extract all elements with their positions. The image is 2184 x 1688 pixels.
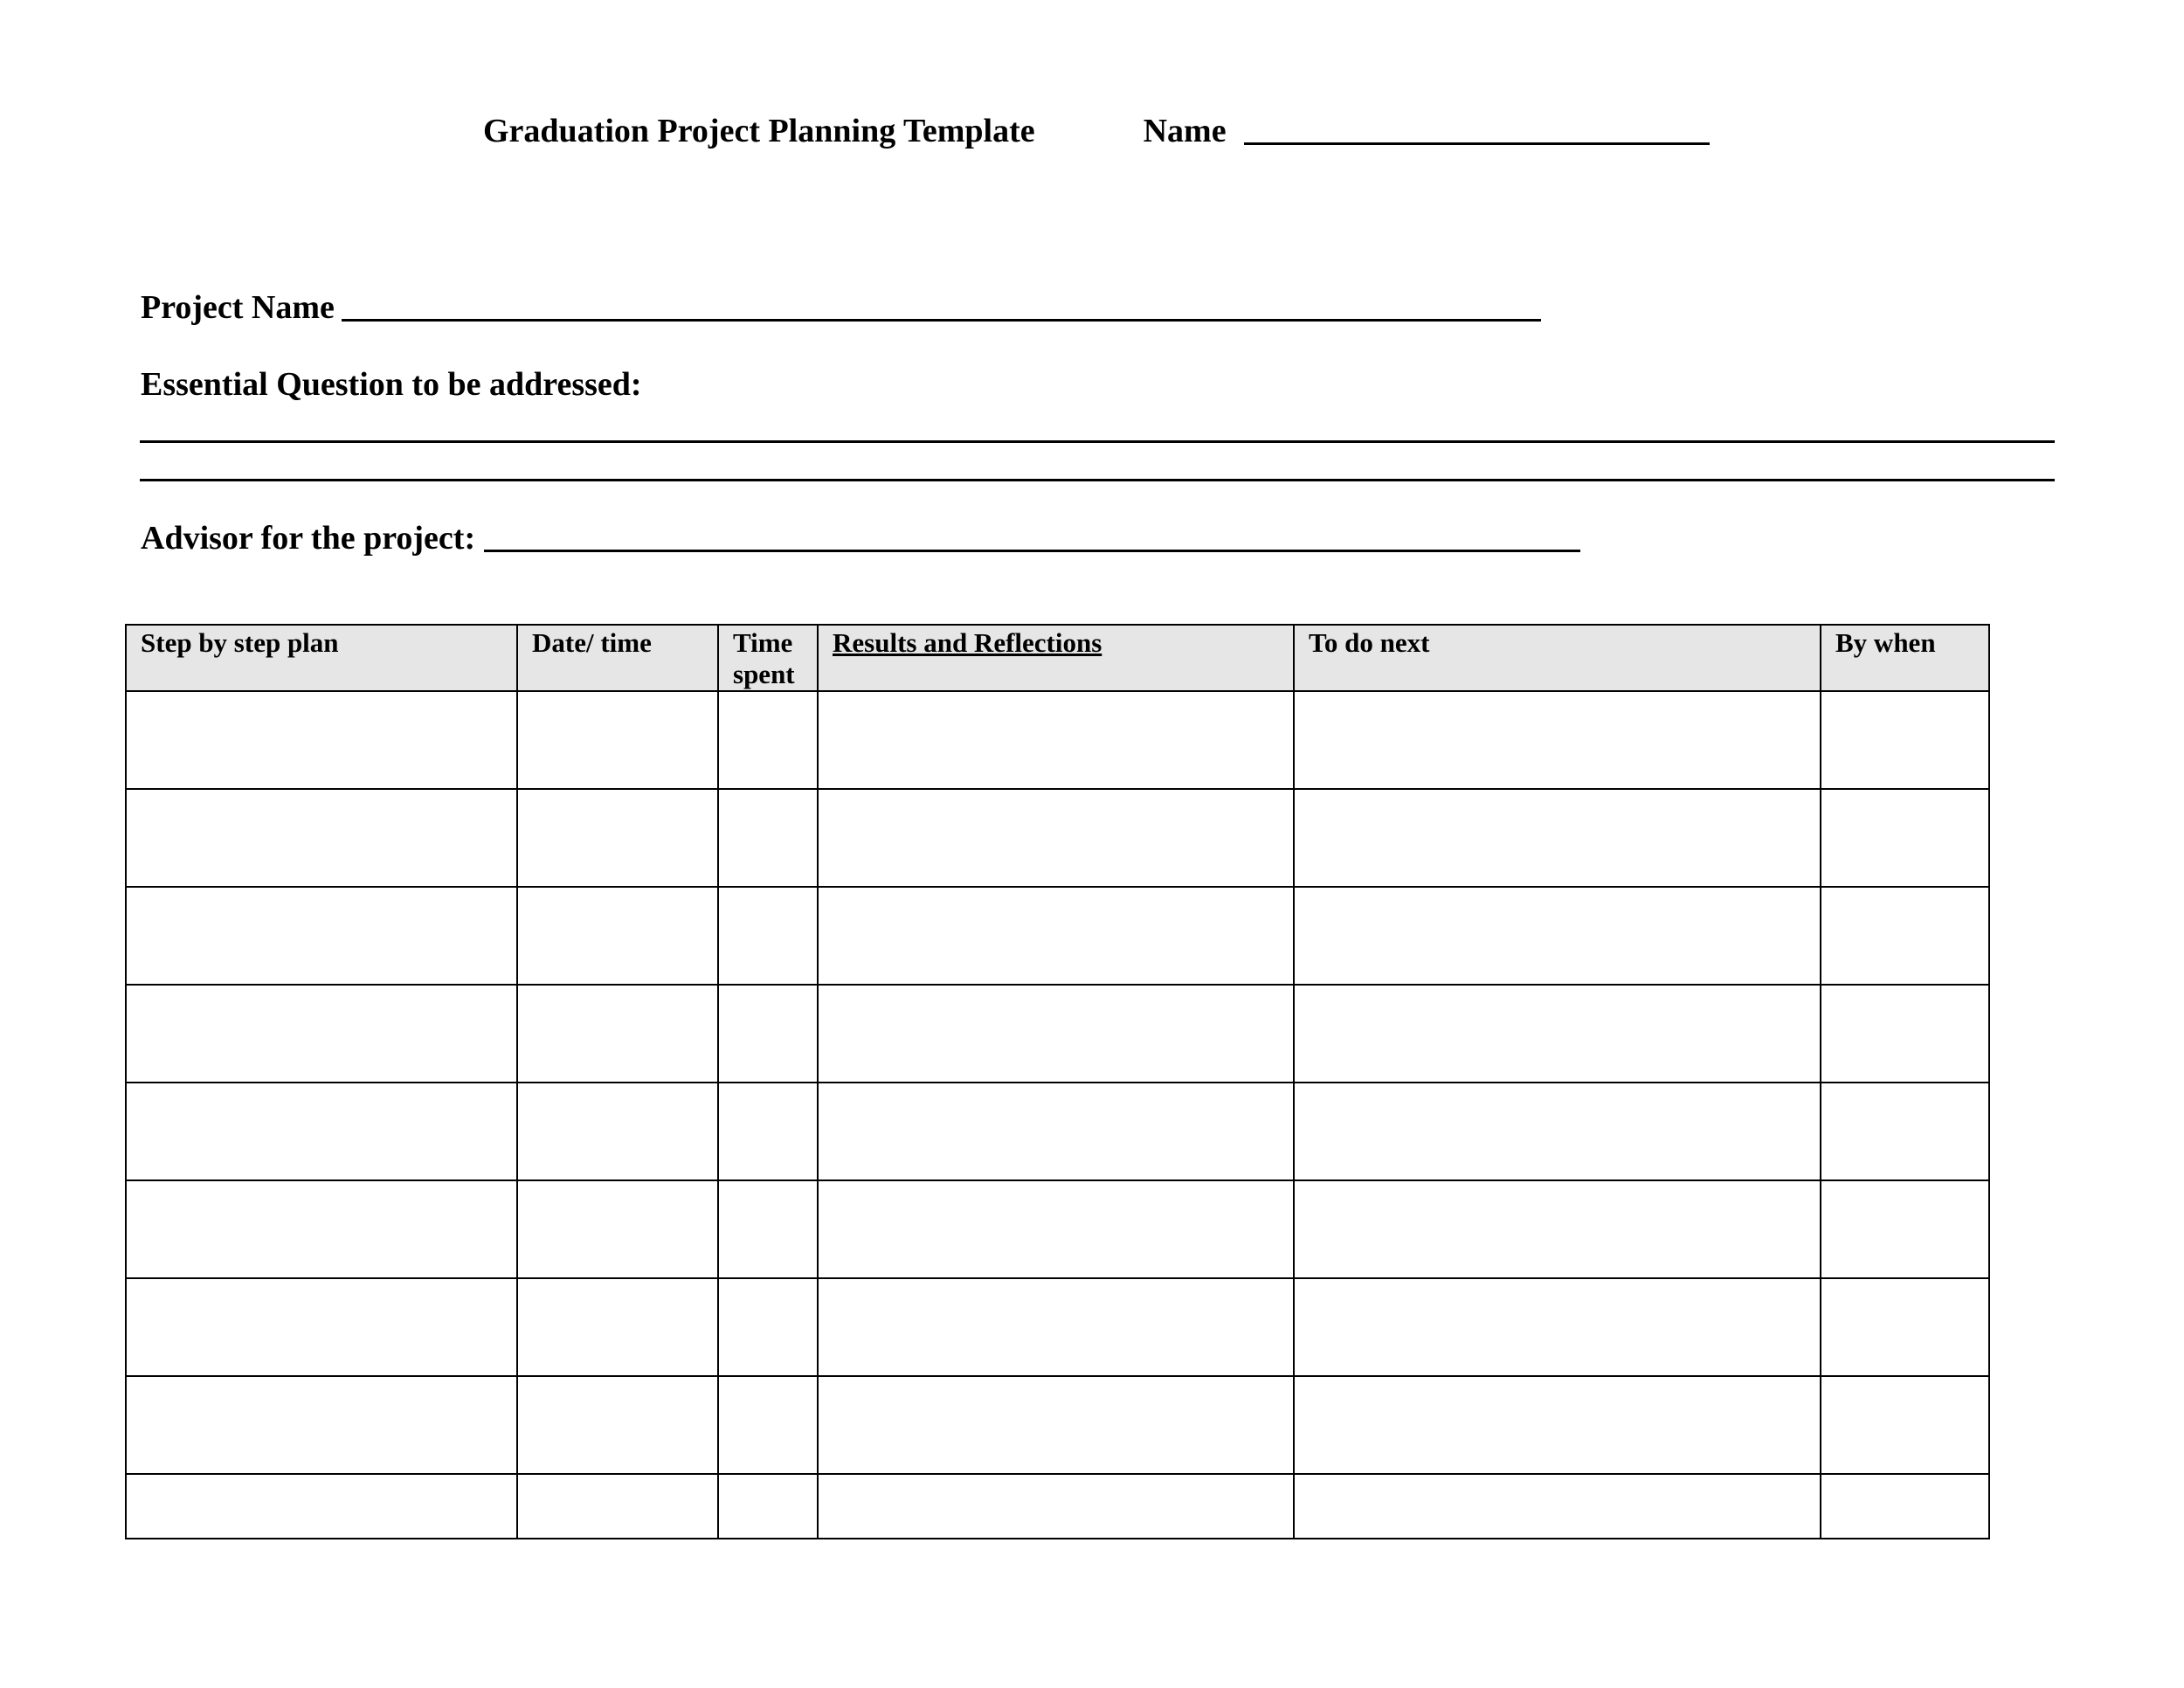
table-row (126, 691, 1989, 789)
advisor-field (141, 519, 1580, 557)
table-row (126, 1278, 1989, 1376)
table-cell[interactable] (718, 691, 818, 789)
table-cell[interactable] (1821, 1083, 1989, 1180)
table-cell[interactable] (517, 1180, 718, 1278)
advisor-blank-line[interactable] (484, 550, 1580, 552)
column-header-results-label: Results and Reflections (833, 627, 1102, 658)
table-cell[interactable] (517, 1083, 718, 1180)
table-row (126, 1083, 1989, 1180)
table-cell[interactable] (818, 887, 1294, 985)
table-cell[interactable] (818, 1474, 1294, 1539)
table-body (126, 691, 1989, 1539)
table-cell[interactable] (1294, 1474, 1821, 1539)
table-row (126, 985, 1989, 1083)
table-cell[interactable] (818, 1278, 1294, 1376)
table-row (126, 887, 1989, 985)
column-header-step: Step by step plan (126, 625, 517, 691)
table-cell[interactable] (1821, 789, 1989, 887)
table-cell[interactable] (517, 1376, 718, 1474)
table-cell[interactable] (517, 1474, 718, 1539)
table-cell[interactable] (1821, 1376, 1989, 1474)
essential-question-blank-line-1[interactable] (140, 440, 2055, 443)
plan-table (125, 624, 1990, 1539)
table-cell[interactable] (126, 1474, 517, 1539)
project-name-label: Project Name (141, 289, 335, 326)
table-row (126, 1474, 1989, 1539)
page-title: Graduation Project Planning Template (483, 113, 1035, 149)
essential-question-blank-line-2[interactable] (140, 479, 2055, 481)
table-cell[interactable] (1294, 789, 1821, 887)
table-row (126, 1180, 1989, 1278)
table-cell[interactable] (718, 1180, 818, 1278)
table-cell[interactable] (718, 985, 818, 1083)
table-cell[interactable] (718, 1083, 818, 1180)
table-cell[interactable] (1294, 887, 1821, 985)
column-header-date-time: Date/ time (517, 625, 718, 691)
table-cell[interactable] (818, 1180, 1294, 1278)
table-cell[interactable] (818, 789, 1294, 887)
name-label: Name (1143, 113, 1227, 149)
table-cell[interactable] (126, 1278, 517, 1376)
table-cell[interactable] (517, 1278, 718, 1376)
column-header-to-do-next: To do next (1294, 625, 1821, 691)
table-cell[interactable] (126, 1376, 517, 1474)
table-cell[interactable] (126, 789, 517, 887)
table-cell[interactable] (1821, 1180, 1989, 1278)
table-cell[interactable] (818, 691, 1294, 789)
table-cell[interactable] (818, 1083, 1294, 1180)
name-blank-line[interactable] (1244, 142, 1710, 145)
table-cell[interactable] (126, 691, 517, 789)
table-cell[interactable] (1294, 985, 1821, 1083)
table-cell[interactable] (517, 887, 718, 985)
column-header-by-when: By when (1821, 625, 1989, 691)
table-cell[interactable] (718, 1278, 818, 1376)
table-cell[interactable] (1294, 1376, 1821, 1474)
table-cell[interactable] (1294, 1278, 1821, 1376)
table-cell[interactable] (1294, 1180, 1821, 1278)
table-cell[interactable] (126, 1083, 517, 1180)
table-cell[interactable] (818, 985, 1294, 1083)
table-cell[interactable] (126, 1180, 517, 1278)
essential-question-label: Essential Question to be addressed: (141, 366, 642, 403)
table-cell[interactable] (718, 1474, 818, 1539)
table-row (126, 789, 1989, 887)
table-cell[interactable] (1821, 887, 1989, 985)
table-cell[interactable] (718, 789, 818, 887)
table-cell[interactable] (1821, 691, 1989, 789)
table-cell[interactable] (718, 887, 818, 985)
table-cell[interactable] (1821, 985, 1989, 1083)
project-name-field (141, 288, 1541, 327)
header (483, 98, 1710, 150)
table-cell[interactable] (1294, 691, 1821, 789)
table-cell[interactable] (1821, 1278, 1989, 1376)
table-cell[interactable] (517, 985, 718, 1083)
table-row (126, 1376, 1989, 1474)
column-header-time-spent: Time spent (718, 625, 818, 691)
table-cell[interactable] (517, 789, 718, 887)
advisor-label: Advisor for the project: (141, 520, 476, 557)
table-cell[interactable] (126, 887, 517, 985)
table-cell[interactable] (126, 985, 517, 1083)
column-header-results (818, 625, 1294, 691)
table-header-row (126, 625, 1989, 691)
project-name-blank-line[interactable] (342, 319, 1541, 322)
table-cell[interactable] (517, 691, 718, 789)
table-cell[interactable] (1294, 1083, 1821, 1180)
table-cell[interactable] (718, 1376, 818, 1474)
table-cell[interactable] (818, 1376, 1294, 1474)
table-cell[interactable] (1821, 1474, 1989, 1539)
